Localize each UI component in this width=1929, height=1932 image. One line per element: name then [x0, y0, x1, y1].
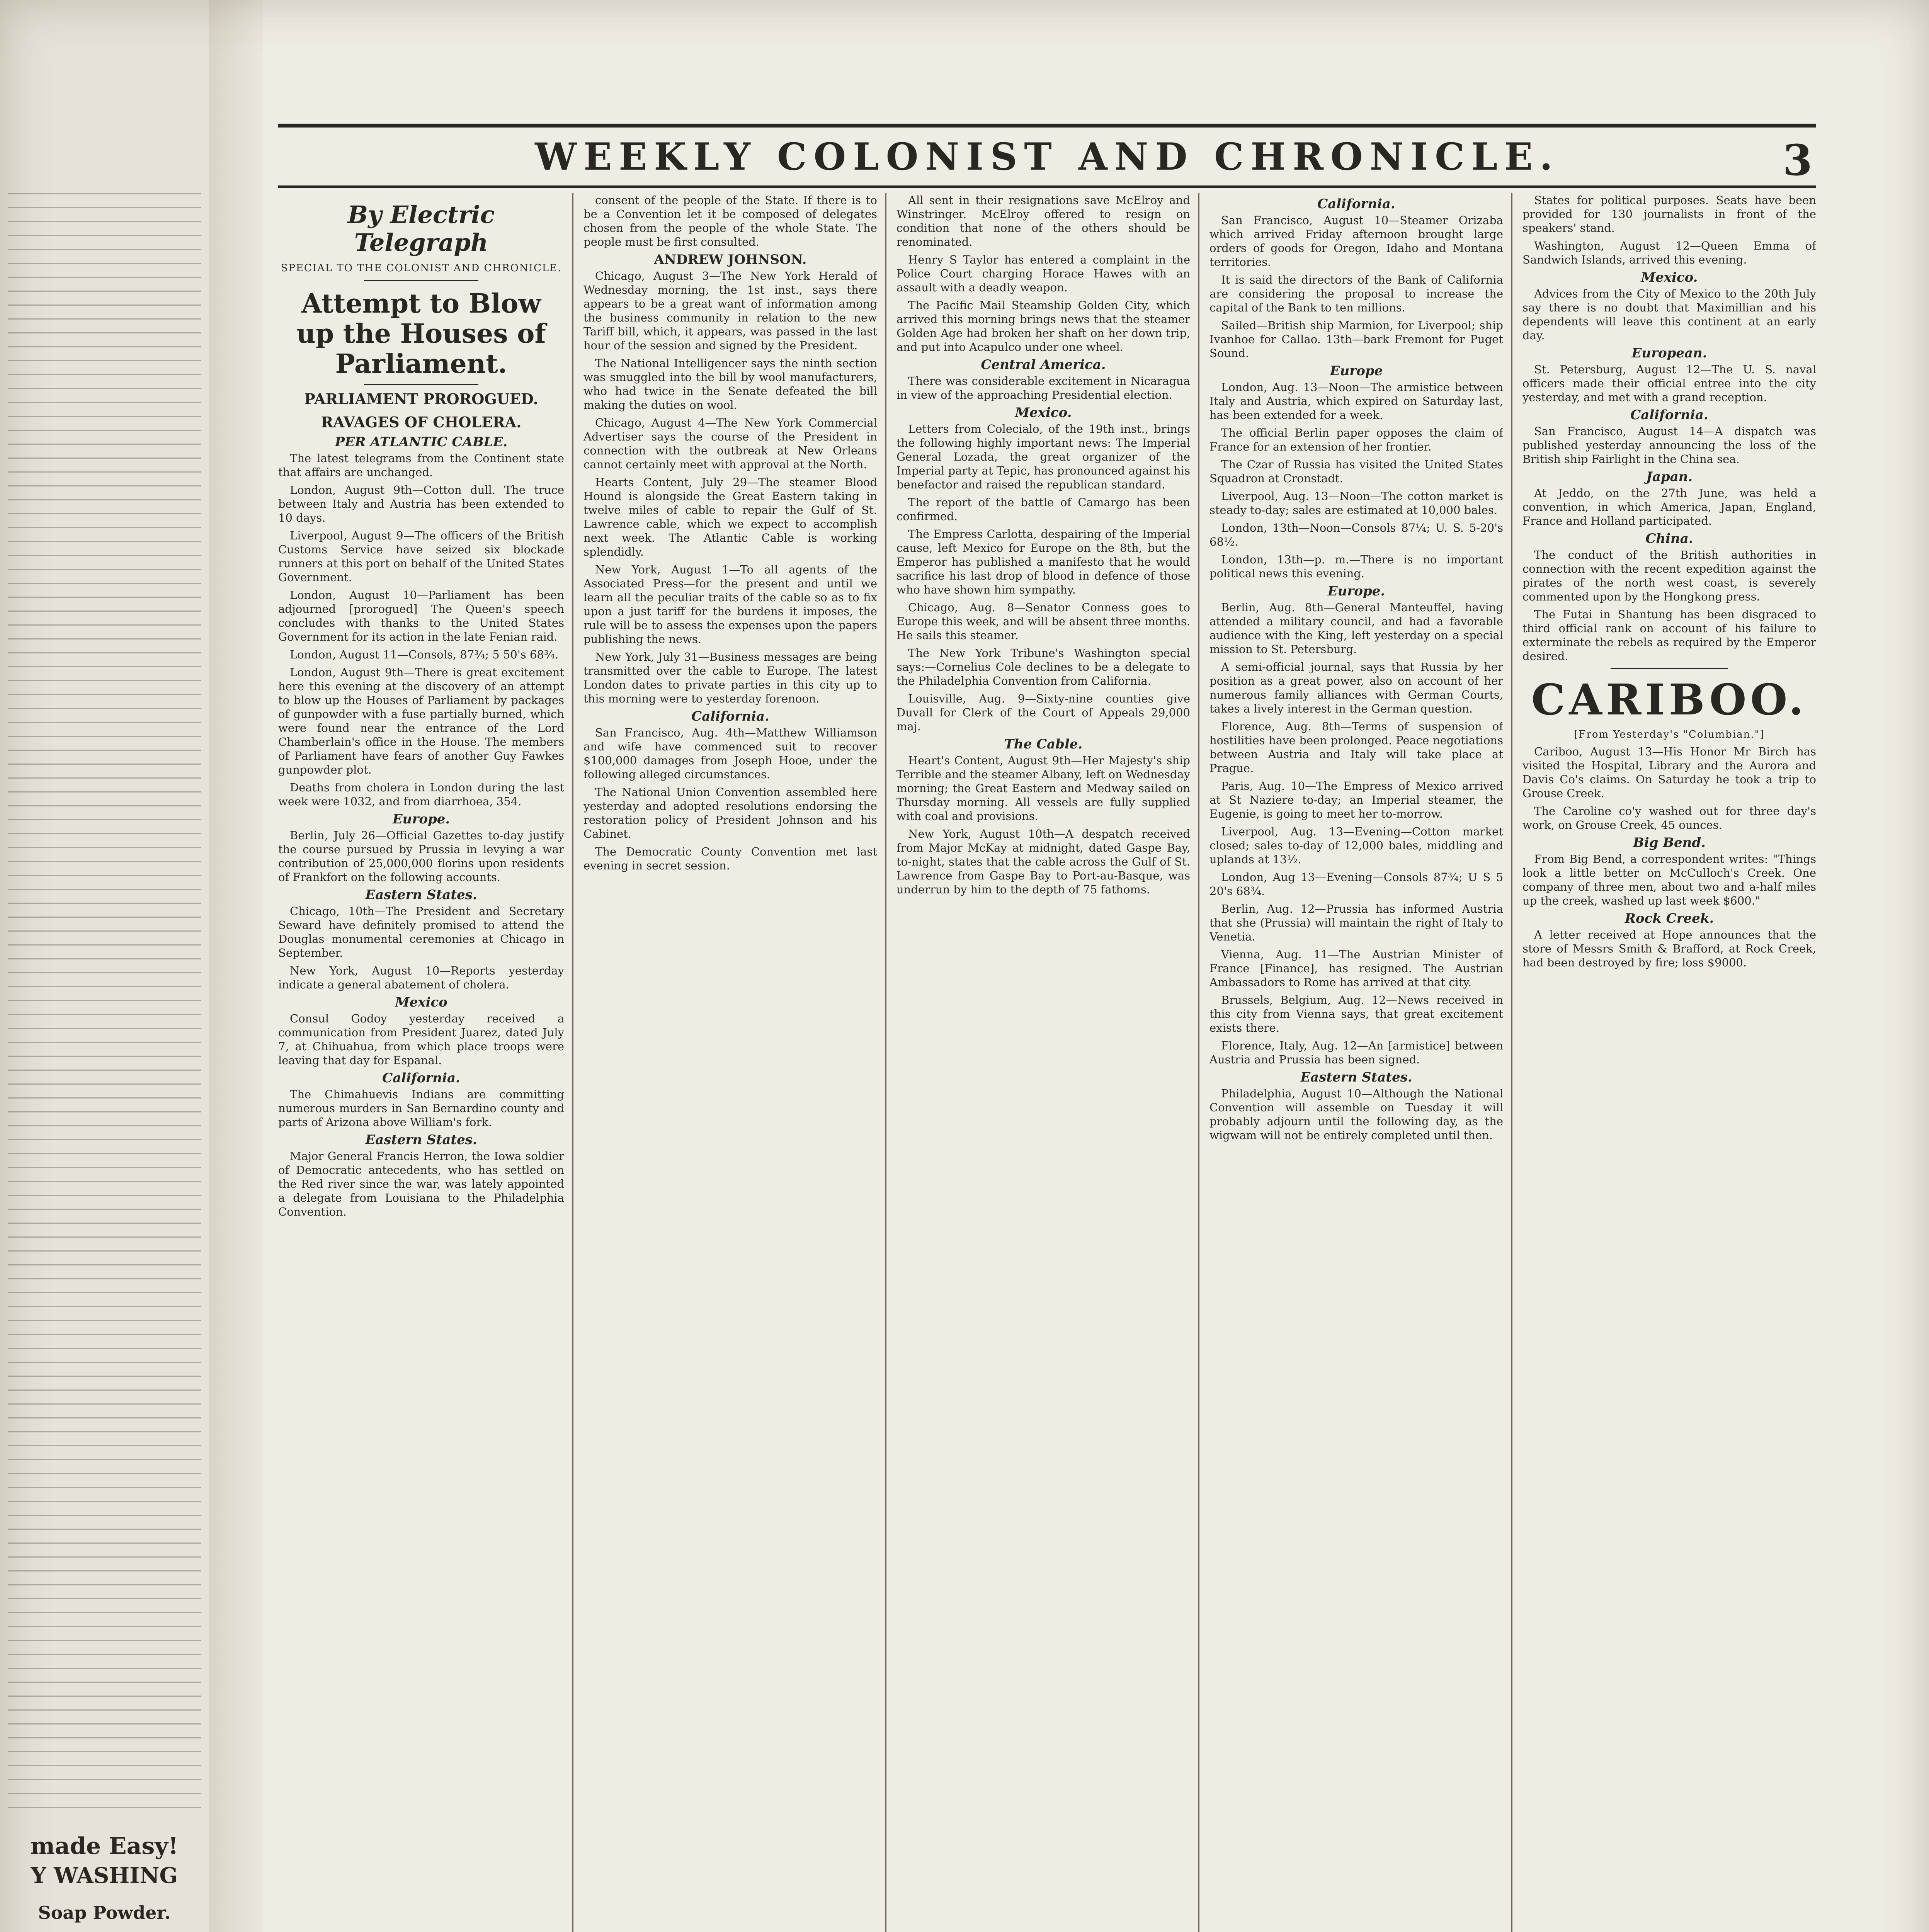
column-rule [1198, 193, 1199, 1932]
column-1 [278, 193, 564, 1932]
article-paragraph: It is said the directors of the Bank of California are considering the proposal to increase the capital of the Bank to ten millions. [1209, 273, 1503, 314]
sidebar-ad-3: Soap Powder. [38, 1902, 171, 1923]
masthead-title: WEEKLY COLONIST AND CHRONICLE. [535, 134, 1560, 179]
article-paragraph: Advices from the City of Mexico to the 20th July say there is no doubt that Maximillian and his dependents will leave this continent at an early day. [1522, 287, 1816, 342]
subheadline-2: RAVAGES OF CHOLERA. [321, 413, 522, 431]
article-paragraph: A letter received at Hope announces that the store of Messrs Smith & Brafford, at Rock Creek, had been destroyed by fire; loss $9000. [1522, 928, 1816, 969]
article-paragraph: Heart's Content, August 9th—Her Majesty's ship Terrible and the steamer Albany, left on Wednesday morning; the Great Eastern and Medway sailed on Thursday morning. All vessels are fully supplied with coal and provisions. [896, 754, 1190, 823]
article-paragraph: London, 13th—p. m.—There is no important political news this evening. [1209, 553, 1503, 580]
section-heading: The Cable. [1004, 736, 1083, 752]
article-paragraph: consent of the people of the State. If there is to be a Convention let it be composed of delegates chosen from the people of the whole State. The people must be first consulted. [583, 194, 877, 248]
section-heading: Mexico. [1641, 270, 1698, 285]
article-paragraph: The Caroline co'y washed out for three day's work, on Grouse Creek, 45 ounces. [1522, 804, 1816, 832]
article-paragraph: Philadelphia, August 10—Although the National Convention will assemble on Tuesday it will probably adjourn until the following day, as the wigwam will not be entirely completed until then. [1209, 1087, 1503, 1142]
article-paragraph: A semi-official journal, says that Russia by her position as a great power, also on account of her numerous family alliances with German Courts, takes a lively interest in the German question. [1209, 660, 1503, 715]
subheadline-3: PER ATLANTIC CABLE. [335, 434, 508, 450]
article-paragraph: Chicago, Aug. 8—Senator Conness goes to Europe this week, and will be absent three months. He sails this steamer. [896, 601, 1190, 642]
article-paragraph: Chicago, August 4—The New York Commercial Advertiser says the course of the President in connection with the outbreak at New Orleans cannot certainly meet with approval at the North. [583, 416, 877, 471]
article-paragraph: All sent in their resignations save McElroy and Winstringer. McElroy offered to resign on condition that none of the others should be renominated. [896, 194, 1190, 248]
article-paragraph: Consul Godoy yesterday received a communication from President Juarez, dated July 7, at Chihuahua, from which place troops were leaving that day for Espanal. [278, 1012, 564, 1067]
column-rule [572, 193, 573, 1932]
article-paragraph: The Futai in Shantung has been disgraced to third official rank on account of his failure to exterminate the rebels as required by the Emperor desired. [1522, 608, 1816, 663]
article-paragraph: London, 13th—Noon—Consols 87¼; U. S. 5-20's 68½. [1209, 521, 1503, 548]
article-paragraph: New York, August 1—To all agents of the Associated Press—for the present and until we learn all the peculiar traits of the cable so as to fix upon a just tariff for the burdens it imposes, the rule will be to assess the expenses upon the papers publishing the news. [583, 563, 877, 646]
section-heading: Mexico [395, 995, 447, 1010]
article-paragraph: New York, August 10th—A despatch received from Major McKay at midnight, dated Gaspe Bay, to-night, states that the cable across the Gulf of St. Lawrence from Gaspe Bay to Port-au-Basque, was underrun by him to the depth of 75 fathoms. [896, 827, 1190, 896]
article-paragraph: Louisville, Aug. 9—Sixty-nine counties give Duvall for Clerk of the Court of Appeals 29,000 maj. [896, 692, 1190, 733]
article-paragraph: London, August 9th—Cotton dull. The truce between Italy and Austria has been extended to 10 days. [278, 483, 564, 524]
article-paragraph: The National Union Convention assembled here yesterday and adopted resolutions endorsing the restoration policy of President Johnson and his Cabinet. [583, 786, 877, 840]
article-paragraph: Florence, Italy, Aug. 12—An [armistice] between Austria and Prussia has been signed. [1209, 1039, 1503, 1066]
article-paragraph: Berlin, Aug. 8th—General Manteuffel, having attended a military council, and had a favorable audience with the King, left yesterday on a special mission to St. Petersburg. [1209, 601, 1503, 656]
cariboo-title: CARIBOO. [1531, 675, 1808, 724]
article-paragraph: States for political purposes. Seats have been provided for 130 journalists in front of the speakers' stand. [1522, 194, 1816, 235]
section-heading: Europe. [392, 811, 450, 827]
sidebar-ad-1: made Easy! [30, 1833, 179, 1860]
article-paragraph: Berlin, Aug. 12—Prussia has informed Austria that she (Prussia) will maintain the right of Italy to Venetia. [1209, 902, 1503, 943]
article-paragraph: Paris, Aug. 10—The Empress of Mexico arrived at St Naziere to-day; an Imperial steamer, the Eugenie, is going to meet her to-morrow. [1209, 779, 1503, 820]
section-heading: California. [1630, 407, 1708, 423]
section-heading: California. [382, 1070, 460, 1086]
article-paragraph: At Jeddo, on the 27th June, was held a convention, in which America, Japan, England, France and Holland participated. [1522, 486, 1816, 527]
article-paragraph: Washington, August 12—Queen Emma of Sandwich Islands, arrived this evening. [1522, 239, 1816, 266]
subheadline-1: PARLIAMENT PROROGUED. [304, 390, 538, 408]
article-paragraph: Letters from Colecialo, of the 19th inst., brings the following highly important news: The Imperial General Lozada, the great organizer of the Imperial party at Tepic, has pronounced against his benefactor and raised the republican standard. [896, 422, 1190, 491]
article-paragraph: Henry S Taylor has entered a complaint in the Police Court charging Horace Hawes with an assault with a deadly weapon. [896, 253, 1190, 294]
column-3 [896, 193, 1190, 1932]
article-paragraph: New York, July 31—Business messages are being transmitted over the cable to Europe. The latest London dates to private parties in this city up to this morning were to yesterday forenoon. [583, 650, 877, 705]
article-paragraph: London, August 9th—There is great excitement here this evening at the discovery of an attempt to blow up the Houses of Parliament by packages of gunpowder with a fuse partially burned, which were found near the entrance of the Lord Chamberlain's office in the House. The members of Parliament have fears of another Guy Fawkes gunpowder plot. [278, 666, 564, 776]
article-paragraph: From Big Bend, a correspondent writes: "Things look a little better on McCulloch's Creek. One company of three men, about two and a-half miles up the creek, washed up last week $600." [1522, 852, 1816, 907]
article-paragraph: Liverpool, August 9—The officers of the British Customs Service have seized six blockade runners at this port on behalf of the United States Government. [278, 529, 564, 584]
section-heading: Eastern States. [1300, 1070, 1412, 1085]
gutter-text [8, 193, 201, 1816]
section-header: By Electric Telegraph [347, 201, 495, 257]
article-paragraph: Chicago, 10th—The President and Secretary Seward have definitely promised to attend the Douglas monumental ceremonies at Chicago in September. [278, 905, 564, 959]
column-rule [885, 193, 886, 1932]
article-paragraph: The latest telegrams from the Continent state that affairs are unchanged. [278, 452, 564, 479]
signature: ANDREW JOHNSON. [654, 252, 807, 267]
section-heading: Rock Creek. [1625, 911, 1714, 926]
article-paragraph: Hearts Content, July 29—The steamer Blood Hound is alongside the Great Eastern taking in twelve miles of cable to repair the Gulf of St. Lawrence cable, which we expect to accomplish next week. The Atlantic Cable is working splendidly. [583, 476, 877, 558]
article-paragraph: Sailed—British ship Marmion, for Liverpool; ship Ivanhoe for Callao. 13th—bark Fremont for Puget Sound. [1209, 319, 1503, 360]
section-heading: European. [1631, 345, 1707, 361]
page-number: 3 [1783, 135, 1812, 185]
article-paragraph: The Czar of Russia has visited the United States Squadron at Cronstadt. [1209, 458, 1503, 485]
masthead [278, 124, 1816, 188]
article-paragraph: Florence, Aug. 8th—Terms of suspension of hostilities have been prolonged. Peace negotiations between Austria and Italy will take place at Prague. [1209, 720, 1503, 775]
article-paragraph: London, Aug 13—Evening—Consols 87¾; U S 5 20's 68¾. [1209, 871, 1503, 898]
cariboo-source: [From Yesterday's "Columbian."] [1574, 729, 1765, 740]
sidebar-ad-2: Y WASHING [31, 1863, 178, 1888]
article-paragraph: Brussels, Belgium, Aug. 12—News received in this city from Vienna says, that great excitement exists there. [1209, 993, 1503, 1034]
section-heading: Big Bend. [1633, 835, 1706, 850]
article-paragraph: Deaths from cholera in London during the last week were 1032, and from diarrhoea, 354. [278, 781, 564, 808]
column-4 [1209, 193, 1503, 1932]
article-paragraph: Major General Francis Herron, the Iowa soldier of Democratic antecedents, who has settled on the Red river since the war, was lately appointed a delegate from Louisiana to the Philadelphia Convention. [278, 1150, 564, 1218]
article-paragraph: There was considerable excitement in Nicaragua in view of the approaching Presidential election. [896, 374, 1190, 401]
article-paragraph: Chicago, August 3—The New York Herald of Wednesday morning, the 1st inst., says there appears to be a great want of information among the business community in relation to the new Tariff bill, which, it appears, was passed in the last hour of the session and signed by the President. [583, 269, 877, 352]
article-paragraph: San Francisco, Aug. 4th—Matthew Williamson and wife have commenced suit to recover $100,000 damages from Joseph Hooe, under the following alleged circumstances. [583, 726, 877, 781]
article-paragraph: San Francisco, August 14—A dispatch was published yesterday announcing the loss of the British ship Fairlight in the China sea. [1522, 425, 1816, 466]
article-paragraph: London, Aug. 13—Noon—The armistice between Italy and Austria, which expired on Saturday last, has been extended for a week. [1209, 381, 1503, 422]
section-heading: Mexico. [1015, 405, 1072, 420]
section-heading: Europe. [1327, 583, 1385, 599]
column-rule [1511, 193, 1512, 1932]
section-heading: Japan. [1646, 469, 1693, 485]
column-2 [583, 193, 877, 1932]
article-paragraph: Cariboo, August 13—His Honor Mr Birch has visited the Hospital, Library and the Aurora and Davis Co's claims. On Saturday he took a trip to Grouse Creek. [1522, 745, 1816, 800]
headline: Attempt to Blow up the Houses of Parliament. [296, 288, 546, 379]
article-paragraph: New York, August 10—Reports yesterday indicate a general abatement of cholera. [278, 964, 564, 991]
article-paragraph: Berlin, July 26—Official Gazettes to-day justify the course pursued by Prussia in levying a war contribution of 25,000,000 florins upon residents of Frankfort on the following accounts. [278, 829, 564, 884]
section-subheader: SPECIAL TO THE COLONIST AND CHRONICLE. [281, 262, 562, 274]
article-paragraph: The Democratic County Convention met last evening in secret session. [583, 845, 877, 872]
article-paragraph: St. Petersburg, August 12—The U. S. naval officers made their official entree into the city yesterday, and met with a grand reception. [1522, 363, 1816, 404]
column-5 [1522, 193, 1816, 1932]
article-paragraph: The Empress Carlotta, despairing of the Imperial cause, left Mexico for Europe on the 8th, but the Emperor has published a manifesto that he would sacrifice his last drop of blood in defence of those who have shown him sympathy. [896, 527, 1190, 596]
article-paragraph: London, August 10—Parliament has been adjourned [prorogued] The Queen's speech concludes with thanks to the United States Government for its action in the late Fenian raid. [278, 588, 564, 643]
article-paragraph: The official Berlin paper opposes the claim of France for an extension of her frontier. [1209, 426, 1503, 453]
article-paragraph: The report of the battle of Camargo has been confirmed. [896, 496, 1190, 523]
article-paragraph: The New York Tribune's Washington special says:—Cornelius Cole declines to be a delegate to the Philadelphia Convention from California. [896, 646, 1190, 687]
section-heading: California. [691, 709, 769, 724]
section-heading: California. [1317, 196, 1395, 212]
section-heading: Eastern States. [365, 1132, 477, 1148]
section-heading: Central America. [981, 357, 1106, 372]
article-paragraph: San Francisco, August 10—Steamer Orizaba which arrived Friday afternoon brought large orders of goods for Oregon, Idaho and Montana territories. [1209, 214, 1503, 269]
section-heading: China. [1645, 531, 1693, 546]
article-paragraph: London, August 11—Consols, 87¾; 5 50's 68¾. [290, 648, 559, 661]
article-paragraph: Liverpool, Aug. 13—Noon—The cotton market is steady to-day; sales are estimated at 10,000 bales. [1209, 490, 1503, 517]
article-paragraph: The Pacific Mail Steamship Golden City, which arrived this morning brings news that the steamer Golden Age had broken her shaft on her down trip, and put into Acapulco under one wheel. [896, 299, 1190, 354]
section-heading: Eastern States. [365, 887, 477, 903]
article-paragraph: The conduct of the British authorities in connection with the recent expedition against the pirates of the north west coast, is severely commented upon by the Hongkong press. [1522, 548, 1816, 603]
article-paragraph: The National Intelligencer says the ninth section was smuggled into the bill by wool manufacturers, who had twice in the Senate defeated the bill making the duties on wool. [583, 357, 877, 412]
article-paragraph: The Chimahuevis Indians are committing numerous murders in San Bernardino county and parts of Arizona above William's fork. [278, 1088, 564, 1129]
article-paragraph: Vienna, Aug. 11—The Austrian Minister of France [Finance], has resigned. The Austrian Ambassadors to Rome has arrived at that city. [1209, 948, 1503, 989]
section-heading: Europe [1330, 363, 1383, 379]
binding-margin [209, 0, 263, 1932]
article-paragraph: Liverpool, Aug. 13—Evening—Cotton market closed; sales to-day of 12,000 bales, middling and uplands at 13½. [1209, 825, 1503, 866]
